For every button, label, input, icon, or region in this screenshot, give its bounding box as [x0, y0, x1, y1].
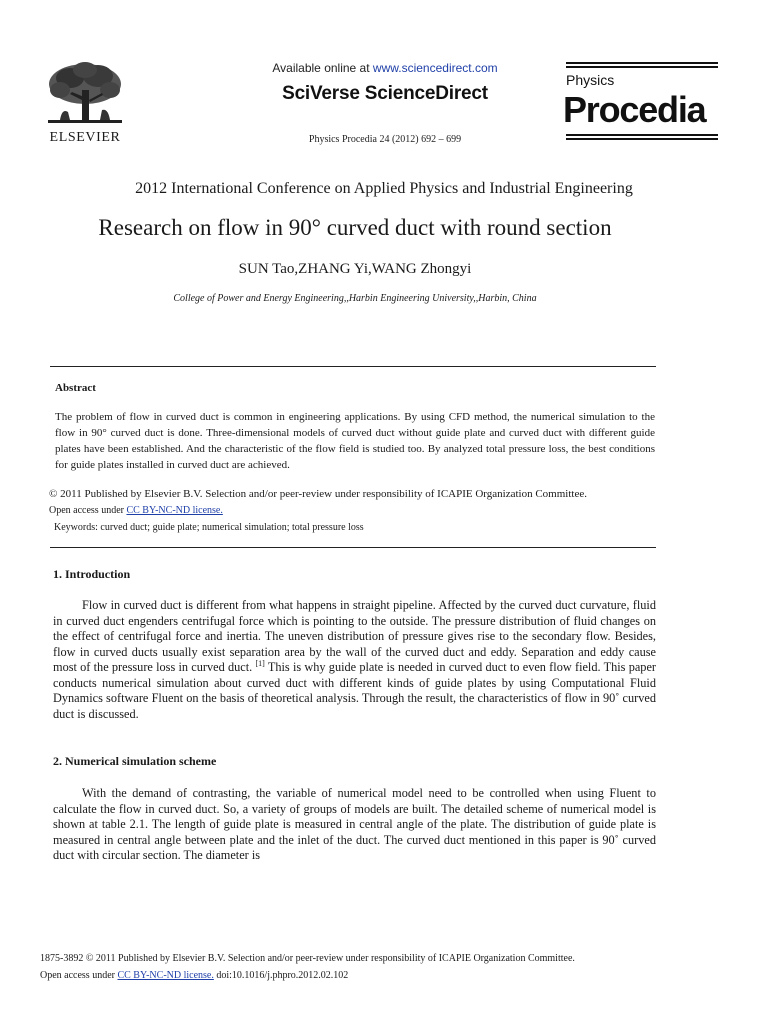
abstract-heading: Abstract	[55, 382, 96, 394]
footer-copyright: 1875-3892 © 2011 Published by Elsevier B.V. Selection and/or peer-review under responsibility of ICAPIE Organization Committee.	[40, 953, 575, 964]
publisher-wordmark: ELSEVIER	[49, 130, 121, 145]
abstract-text: The problem of flow in curved duct is common in engineering applications. By using CFD method, the numerical simulation to the flow in 90° curved duct is done. Three-dimensional models of curved duct without guide plate and curved duct with different guide plates have been established. And the characteristic of the flow field is studied too. By analyzed total pressure loss, the best conditions for guide plates installed in curved duct are achieved.	[55, 411, 655, 471]
footer-open-access	[40, 970, 660, 981]
open-access-line	[49, 505, 223, 516]
journal-name-large: Procedia	[563, 89, 706, 130]
availability-prefix: Available online at	[272, 61, 373, 75]
section-heading-simulation-scheme: 2. Numerical simulation scheme	[53, 754, 217, 768]
sciencedirect-link[interactable]: www.sciencedirect.com	[372, 61, 498, 75]
introduction-text-a: Flow in curved duct is different from what happens in straight pipeline. Affected by the curved duct curvature, fluid in curved duct engenders centrifugal force which is pointing to the outside. The pressure distribution of fluid changes on the effect of centrifugal force and inertia. The uneven distribution of pressure gives rise to the secondary flow. Besides, flow in curved ducts usually exist separation area by the wall of the curved duct and eddy. Separation and eddy cause most of the pressure loss in curved duct.	[53, 598, 656, 674]
journal-name-small: Physics	[566, 72, 615, 88]
license-link[interactable]: CC BY-NC-ND license.	[126, 505, 223, 516]
section-heading-introduction: 1. Introduction	[53, 567, 131, 581]
conference-name: 2012 International Conference on Applied Physics and Industrial Engineering	[135, 180, 633, 197]
abstract-divider-bottom	[50, 547, 656, 548]
footer-open-access-prefix: Open access under	[40, 970, 118, 981]
elsevier-tree-icon	[40, 60, 130, 130]
journal-rule-top-1	[566, 62, 718, 64]
introduction-paragraph	[53, 598, 656, 722]
copyright-notice: © 2011 Published by Elsevier B.V. Selection and/or peer-review under responsibility of ICAPIE Organization Committee.	[49, 488, 587, 500]
reference-citation[interactable]: [1]	[255, 658, 265, 668]
keywords: Keywords: curved duct; guide plate; numerical simulation; total pressure loss	[54, 522, 364, 533]
paper-title: Research on flow in 90° curved duct with round section	[98, 215, 612, 240]
simulation-scheme-text: With the demand of contrasting, the variable of numerical model need to be controlled when using Fluent to calculate the flow in curved duct. So, a variety of groups of models are built. The detailed scheme of numerical model is shown at table 2.1. The length of guide plate is measured in central angle of the plate. The distribution of guide plate is measured in central angle between plate and the inlet of the duct. The curved duct mentioned in this paper is 90˚ curved duct with circular section. The diameter is	[53, 786, 656, 862]
journal-rule-top-2	[566, 66, 718, 68]
journal-citation: Physics Procedia 24 (2012) 692 – 699	[308, 134, 462, 145]
footer-doi: doi:10.1016/j.phpro.2012.02.102	[213, 970, 349, 981]
platform-name: SciVerse ScienceDirect	[282, 83, 488, 104]
simulation-scheme-paragraph	[53, 786, 656, 864]
footer-license-link[interactable]: CC BY-NC-ND license.	[117, 970, 214, 981]
introduction-text-b: This is why guide plate is needed in curved duct to even flow field. This paper conducts numerical simulation about curved duct with different kinds of guide plates by using Computational Fluid Dynamics software Fluent on the basis of theoretical analysis. Through the result, the characteristics of flow in 90˚ curved duct is discussed.	[53, 660, 657, 721]
journal-rule-bottom-2	[566, 138, 718, 140]
paper-authors: SUN Tao,ZHANG Yi,WANG Zhongyi	[238, 261, 472, 277]
open-access-prefix: Open access under	[49, 505, 127, 516]
journal-rule-bottom-1	[566, 134, 718, 136]
abstract-divider-top	[50, 366, 656, 367]
author-affiliation: College of Power and Energy Engineering,,Harbin Engineering University,,Harbin, China	[173, 293, 537, 304]
availability-line	[180, 61, 590, 75]
